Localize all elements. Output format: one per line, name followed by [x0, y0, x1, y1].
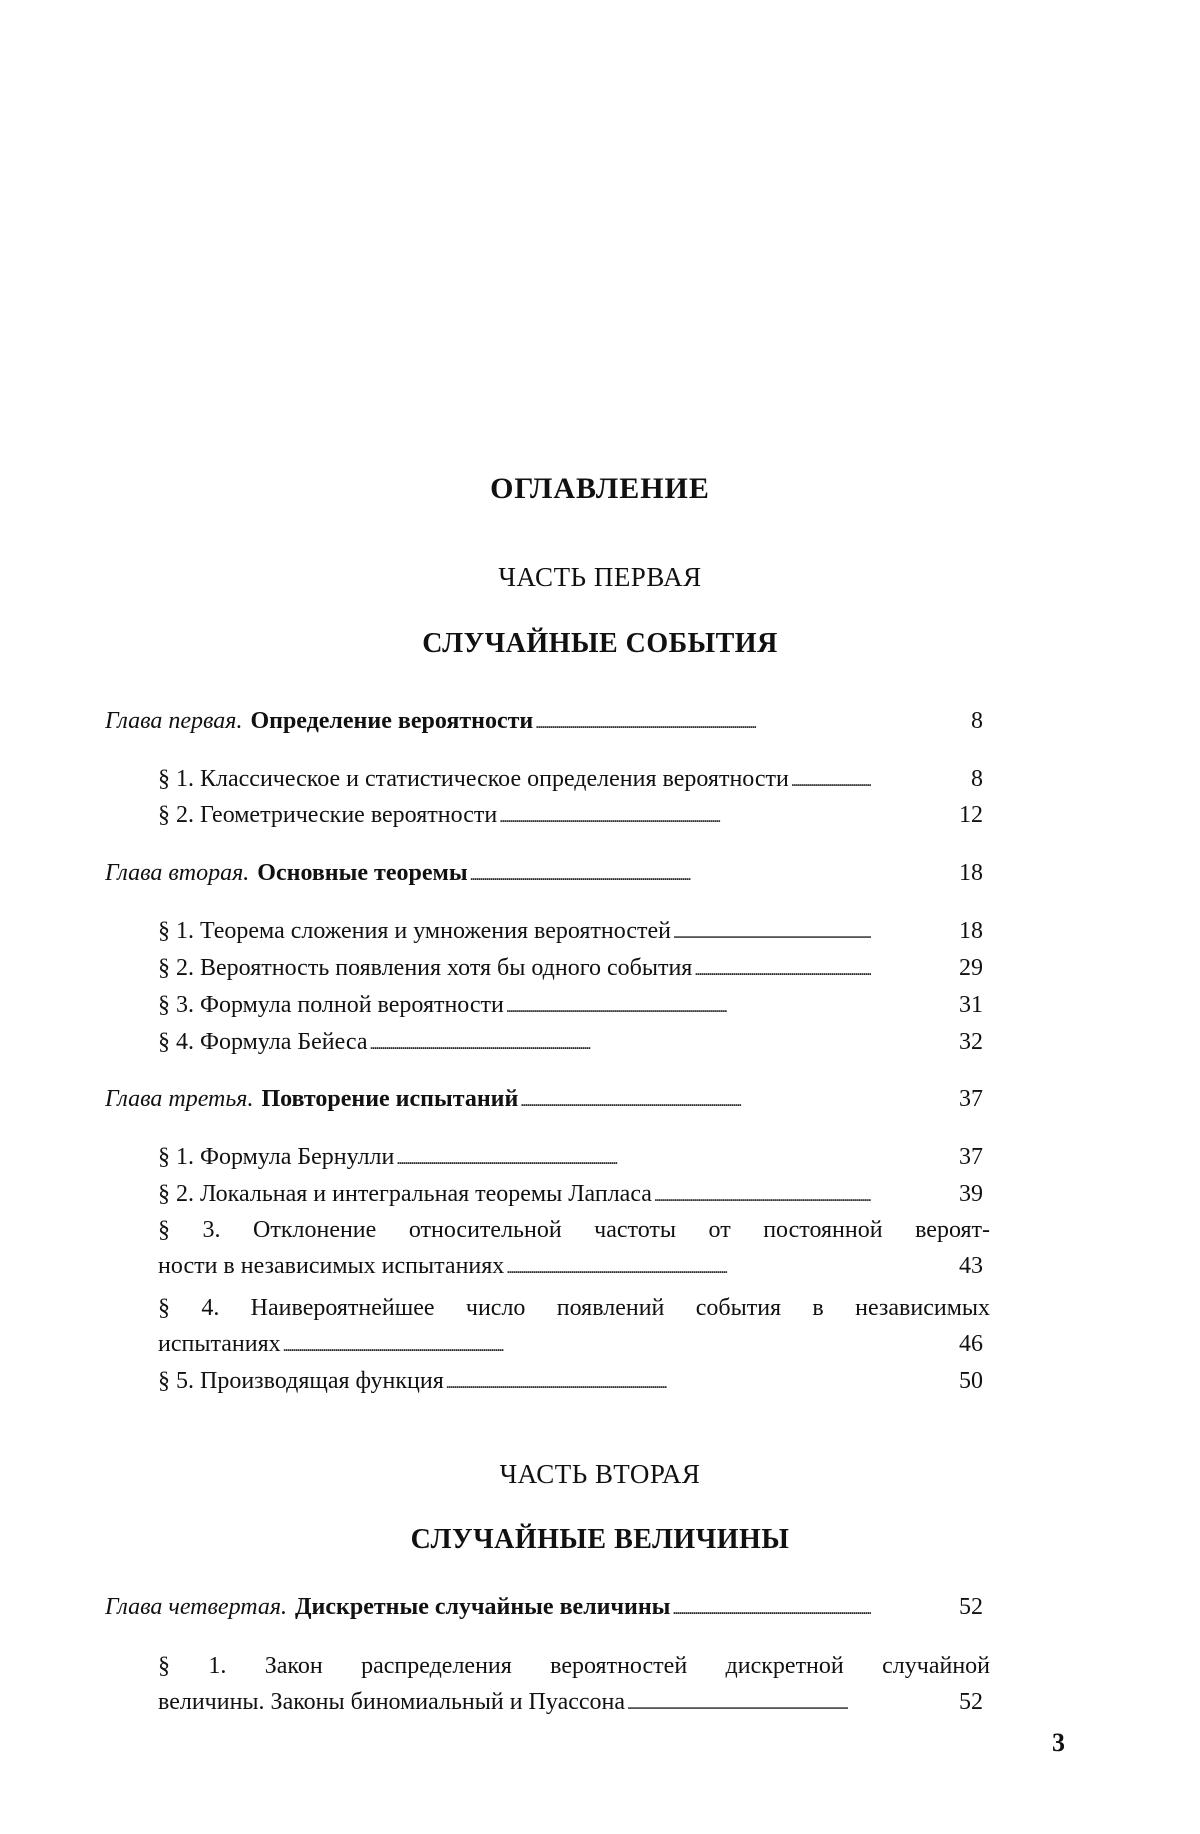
page-ref: 32: [959, 1029, 983, 1055]
toc-section-multiline[interactable]: [158, 1212, 990, 1248]
dot-leader: [369, 1025, 871, 1062]
section-title-line2: испытаниях: [158, 1331, 281, 1357]
page-ref: 8: [971, 766, 983, 792]
page-ref: 29: [959, 955, 983, 981]
part1-label: ЧАСТЬ ПЕРВАЯ: [498, 562, 702, 592]
page-ref: 18: [959, 860, 983, 886]
page-ref: 37: [959, 1086, 983, 1112]
toc-title: ОГЛАВЛЕНИЕ: [490, 472, 710, 505]
toc-section[interactable]: [158, 1140, 983, 1177]
toc-section-continuation[interactable]: [158, 1327, 983, 1364]
toc-chapter-3[interactable]: [105, 1082, 983, 1119]
chapter-name: Основные теоремы: [257, 860, 468, 886]
chapter-label: Глава третья.: [105, 1086, 254, 1112]
section-title: § 1. Классическое и статистическое определения вероятности: [158, 766, 789, 792]
part2-title: СЛУЧАЙНЫЕ ВЕЛИЧИНЫ: [410, 1524, 790, 1555]
toc-section[interactable]: [158, 951, 983, 988]
dot-leader: [446, 1364, 871, 1401]
section-title-line1: § 4. Наивероятнейшее число появлений события в независимых: [158, 1295, 990, 1321]
section-title: § 4. Формула Бейеса: [158, 1029, 368, 1055]
chapter-label: Глава вторая.: [105, 860, 250, 886]
page-ref: 12: [959, 802, 983, 828]
page-ref: 8: [971, 708, 983, 734]
dot-leader: [672, 1590, 871, 1627]
dot-leader: [535, 704, 871, 741]
toc-section-multiline[interactable]: [158, 1648, 990, 1684]
section-title: § 1. Теорема сложения и умножения вероятностей: [158, 918, 671, 944]
toc-section-continuation[interactable]: [158, 1685, 983, 1722]
dot-leader: [673, 914, 871, 951]
page-ref: 52: [959, 1594, 983, 1620]
page-ref: 39: [959, 1181, 983, 1207]
toc-section[interactable]: [158, 1364, 983, 1401]
page-ref: 50: [959, 1368, 983, 1394]
page-ref: 37: [959, 1144, 983, 1170]
toc-section[interactable]: [158, 914, 983, 951]
toc-section[interactable]: [158, 988, 983, 1025]
toc-chapter-4[interactable]: [105, 1590, 983, 1627]
section-title-line1: § 3. Отклонение относительной частоты от постоянной вероят-: [158, 1217, 990, 1243]
page-ref: 46: [959, 1331, 983, 1357]
section-title-line1: § 1. Закон распределения вероятностей дискретной случайной: [158, 1653, 990, 1679]
toc-section-continuation[interactable]: [158, 1249, 983, 1286]
toc-chapter-1[interactable]: [105, 704, 983, 741]
page-ref: 18: [959, 918, 983, 944]
page-ref: 43: [959, 1253, 983, 1279]
section-title: § 2. Геометрические вероятности: [158, 802, 498, 828]
dot-leader: [520, 1082, 871, 1119]
toc-chapter-2[interactable]: [105, 856, 983, 893]
part2-label: ЧАСТЬ ВТОРАЯ: [499, 1459, 701, 1489]
section-title: § 2. Локальная и интегральная теоремы Лапласа: [158, 1181, 652, 1207]
dot-leader: [506, 988, 871, 1025]
toc-section[interactable]: [158, 1025, 983, 1062]
dot-leader: [499, 798, 871, 835]
toc-section-multiline[interactable]: [158, 1290, 990, 1326]
section-title-line2: величины. Законы биномиальный и Пуассона: [158, 1689, 626, 1715]
section-title: § 5. Производящая функция: [158, 1368, 444, 1394]
dot-leader: [791, 762, 871, 799]
page-ref: 52: [959, 1689, 983, 1715]
dot-leader: [627, 1685, 871, 1722]
section-title: § 1. Формула Бернулли: [158, 1144, 395, 1170]
chapter-name: Повторение испытаний: [261, 1086, 519, 1112]
section-title: § 3. Формула полной вероятности: [158, 992, 504, 1018]
dot-leader: [396, 1140, 871, 1177]
dot-leader: [470, 856, 871, 893]
chapter-name: Определение вероятности: [250, 708, 534, 734]
chapter-name: Дискретные случайные величины: [295, 1594, 671, 1620]
dot-leader: [654, 1177, 871, 1214]
dot-leader: [506, 1249, 871, 1286]
chapter-label: Глава четвертая.: [105, 1594, 288, 1620]
page-number: 3: [1052, 1728, 1065, 1757]
toc-section[interactable]: [158, 1177, 983, 1214]
section-title-line2: ности в независимых испытаниях: [158, 1253, 505, 1279]
part1-title: СЛУЧАЙНЫЕ СОБЫТИЯ: [422, 628, 778, 659]
chapter-label: Глава первая.: [105, 708, 243, 734]
toc-section[interactable]: [158, 798, 983, 835]
page-ref: 31: [959, 992, 983, 1018]
toc-section[interactable]: [158, 762, 983, 799]
dot-leader: [694, 951, 871, 988]
dot-leader: [283, 1327, 871, 1364]
section-title: § 2. Вероятность появления хотя бы одного события: [158, 955, 693, 981]
